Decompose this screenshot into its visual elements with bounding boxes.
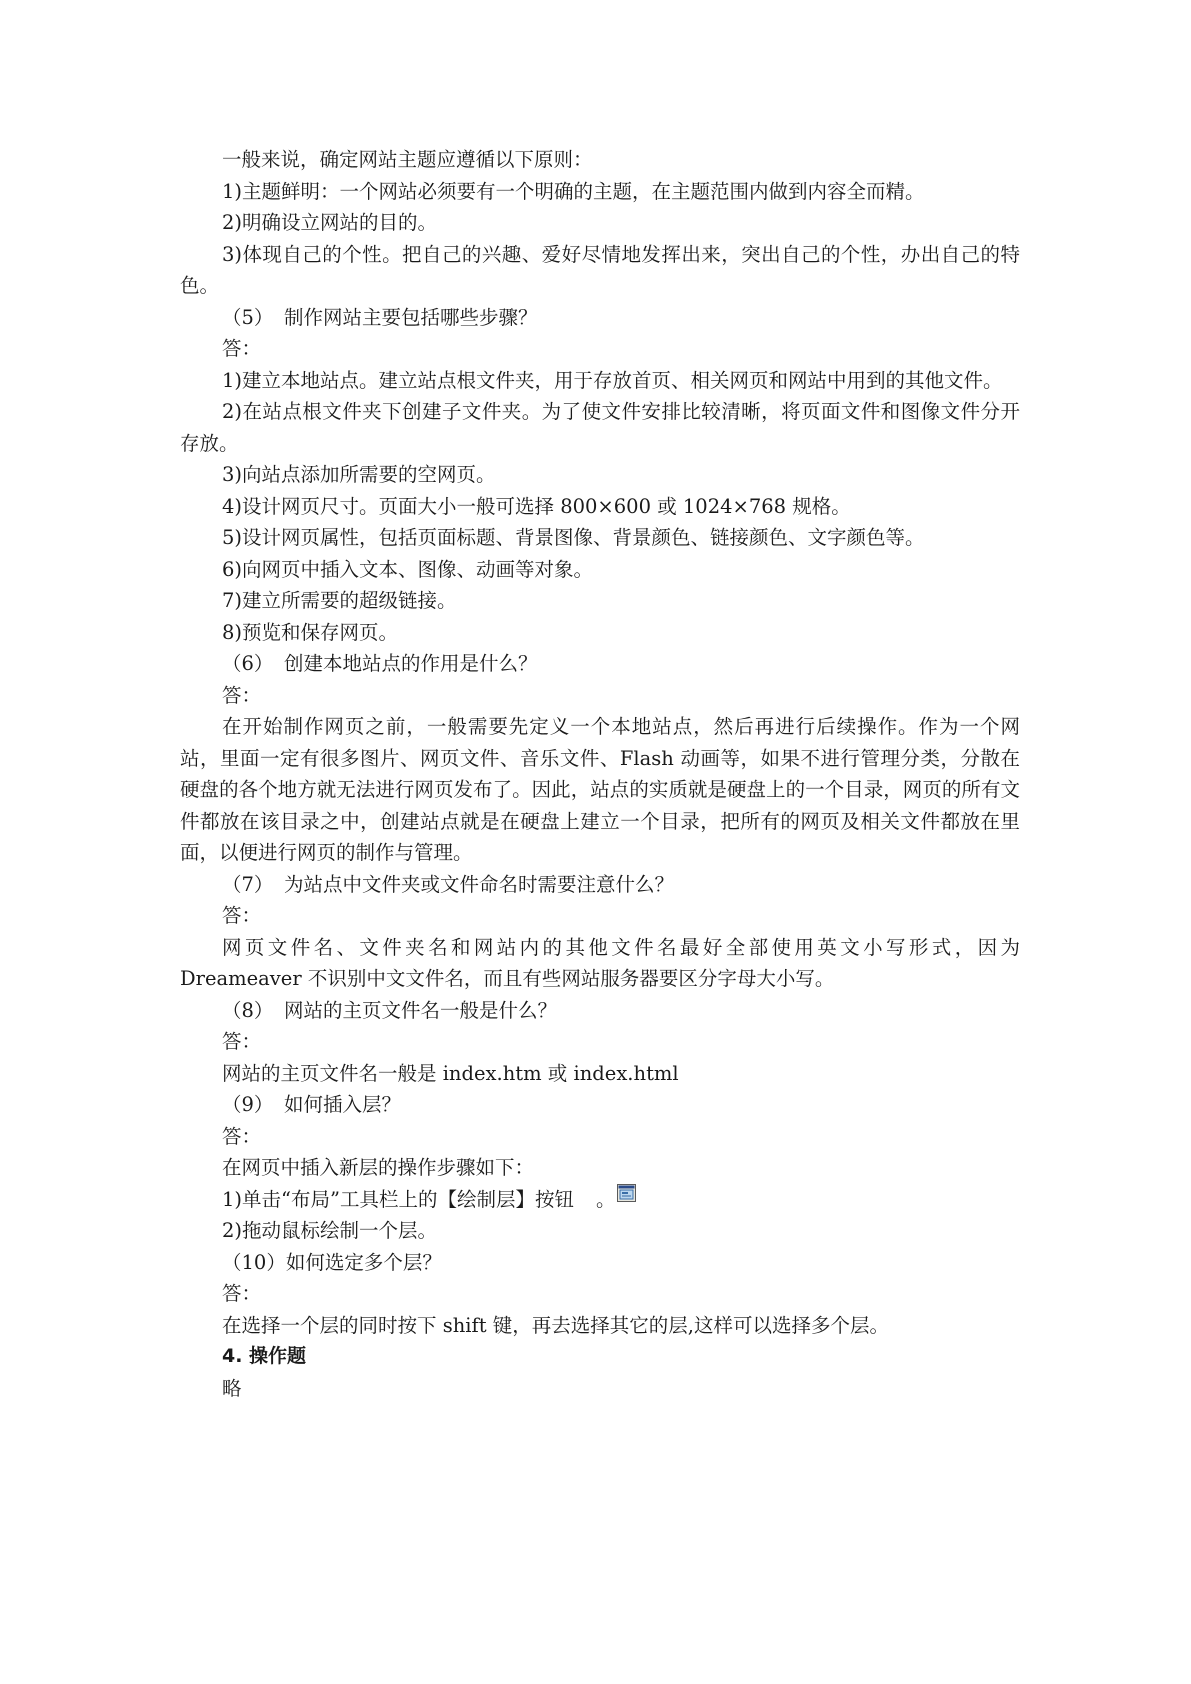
answer-7: 网页文件名、文件夹名和网站内的其他文件名最好全部使用英文小写形式，因为Dreameaver 不识别中文文件名，而且有些网站服务器要区分字母大小写。 [180,935,1020,990]
principle-1: 1)主题鲜明：一个网站必须要有一个明确的主题，在主题范围内做到内容全而精。 [222,179,925,203]
step-text: 1)单击“布局”工具栏上的【绘制层】按钮 [222,1187,574,1211]
step-2: 2)在站点根文件夹下创建子文件夹。为了使文件安排比较清晰，将页面文件和图像文件分开存放。 [180,400,1020,455]
question-7 [180,869,1020,901]
question-number: （8） [222,998,274,1022]
principle-2: 2)明确设立网站的目的。 [222,211,438,234]
section-4-body: 略 [222,1376,242,1400]
answer-label: 答： [222,683,262,707]
question-5 [180,302,1020,334]
answer-label: 答： [222,904,262,927]
section-4-heading: 4. 操作题 [222,1345,307,1367]
question-9 [180,1089,1020,1121]
draw-layer-icon [575,1180,594,1198]
answer-9-intro: 在网页中插入新层的操作步骤如下： [222,1156,535,1179]
question-8 [180,995,1020,1027]
step-6: 6)向网页中插入文本、图像、动画等对象。 [222,557,594,581]
question-10: （10）如何选定多个层？ [222,1250,442,1274]
question-6 [180,648,1020,680]
answer-10: 在选择一个层的同时按下 shift 键，再去选择其它的层,这样可以选择多个层。 [222,1313,889,1337]
question-number: （6） [222,652,274,675]
step-5: 5)设计网页属性，包括页面标题、背景图像、背景颜色、链接颜色、文字颜色等。 [222,526,925,549]
answer-label: 答： [222,1030,262,1053]
step-4: 4)设计网页尺寸。页面大小一般可选择 800×600 或 1024×768 规格。 [222,494,851,518]
answer-label: 答： [222,1124,262,1148]
answer-6: 在开始制作网页之前，一般需要先定义一个本地站点，然后再进行后续操作。作为一个网站，里面一定有很多图片、网页文件、音乐文件、Flash 动画等，如果不进行管理分类，分散在硬盘的各个地方就无法进行网页发布了。因此，站点的实质就是硬盘上的一个目录，网页的所有文件都放在该目录之中，创建站点就是在硬盘上建立一个目录，把所有的网页及相关文件都放在里面，以便进行网页的制作与管理。 [180,715,1020,864]
question-number: （7） [222,872,274,896]
step-1: 1)建立本地站点。建立站点根文件夹，用于存放首页、相关网页和网站中用到的其他文件。 [222,368,1003,392]
question-text: 如何插入层？ [284,1093,402,1116]
answer-label: 答： [222,337,262,360]
question-text: 为站点中文件夹或文件命名时需要注意什么？ [284,872,675,896]
answer-8: 网站的主页文件名一般是 index.htm 或 index.html [222,1061,679,1085]
question-text: 创建本地站点的作用是什么？ [284,652,538,675]
question-text: 制作网站主要包括哪些步骤？ [284,305,538,329]
question-number: （5） [222,305,274,329]
step-8: 8)预览和保存网页。 [222,620,399,644]
intro-paragraph: 一般来说，确定网站主题应遵循以下原则： [222,148,593,171]
step-text-end: 。 [595,1187,616,1211]
question-text: 网站的主页文件名一般是什么？ [284,998,558,1022]
answer-label: 答： [222,1282,262,1305]
principle-3: 3)体现自己的个性。把自己的兴趣、爱好尽情地发挥出来，突出自己的个性，办出自己的特色。 [180,242,1020,297]
document-body [180,144,1020,1404]
step-3: 3)向站点添加所需要的空网页。 [222,463,496,486]
step-7: 7)建立所需要的超级链接。 [222,589,457,612]
answer-9-step-1 [180,1184,1020,1216]
answer-9-step-2: 2)拖动鼠标绘制一个层。 [222,1219,438,1242]
question-number: （9） [222,1093,274,1116]
